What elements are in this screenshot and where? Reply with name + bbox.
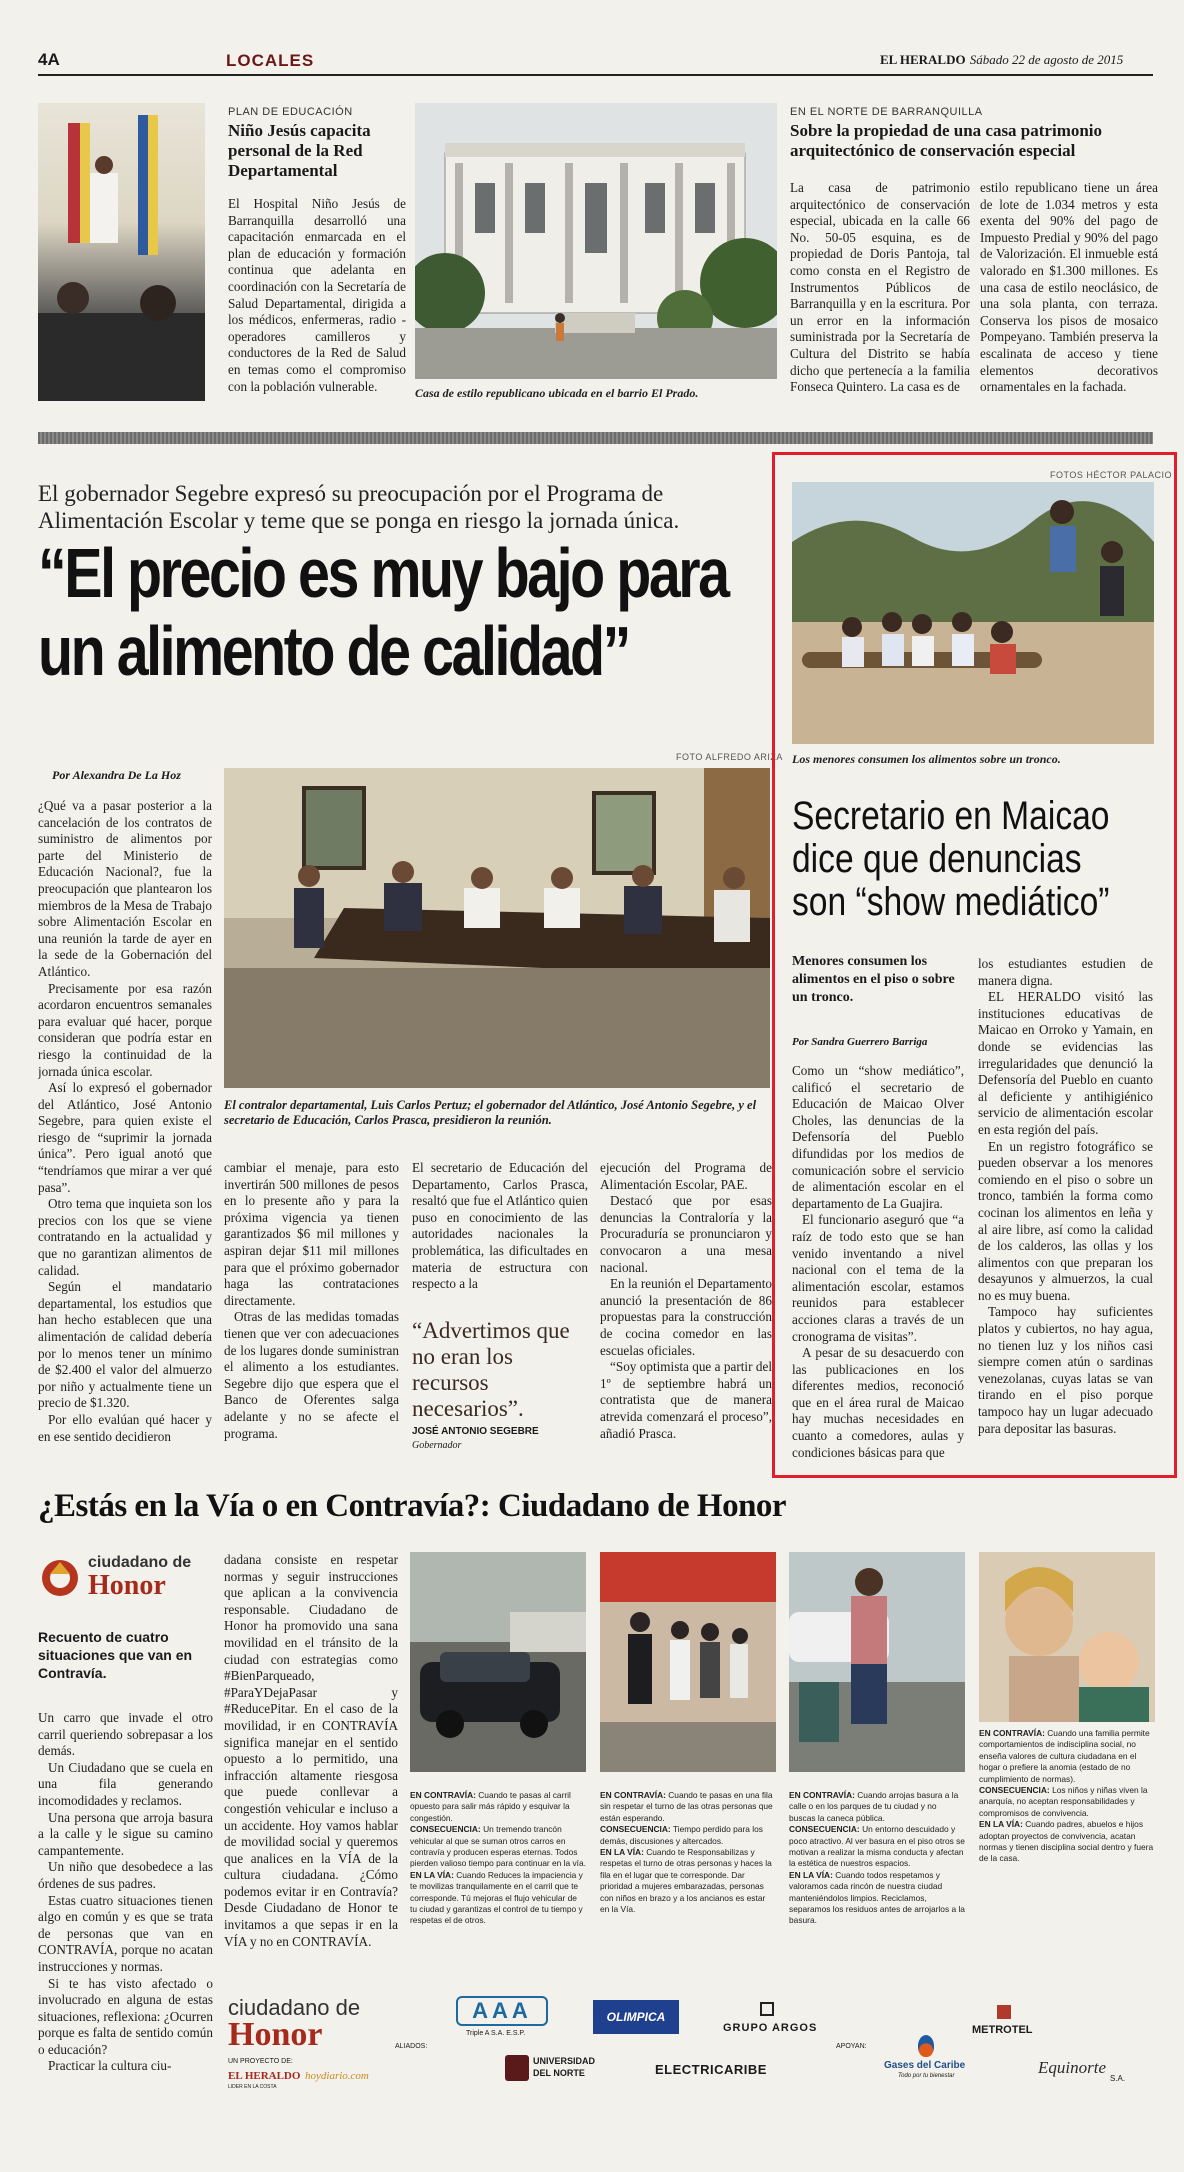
panel3-label-via: EN LA VÍA:: [789, 1869, 833, 1880]
paragraph: Estas cuatro situaciones tienen algo en común y es que se trata de personas que van en CONTRAVÍA, porque no acatan instrucciones y normas.: [38, 1892, 213, 1974]
footer-metrotel: METROTEL: [972, 2024, 1033, 2036]
uninorte-icon: [505, 2055, 529, 2081]
panel1-text-consecuencia: Un tremendo trancón vehicular al que se suman otros carros en contravía y producen esperas eternas. Todos pierden valioso tiempo para continuar en la vía.: [410, 1824, 586, 1869]
main-byline-prefix: Por: [52, 768, 70, 782]
paragraph: A pesar de su desacuerdo con las publicaciones en los diferentes medios, reconoció que en el área rural de Maicao hay muchas necesidades en cuanto a comedores, aulas y condiciones básicas para que: [792, 1345, 964, 1460]
footer-support-label: APOYAN:: [836, 2043, 867, 2050]
panel-text-1: [410, 1790, 586, 1970]
honor-logo-bottom: Honor: [88, 1570, 166, 1601]
right-body-col1: La casa de patrimonio arquitectónico de conservación especial, ubicada en la calle 66 No. 50-05 esquina, es de propiedad de Doris Pantoja, tal como consta en el Registro de Instrumentos Públicos de Barranquilla y en la escritura. Por un error en la información suministrada por la Secretaría de Cultura del Distrito se había dicho que pertenecía a la familia Fonseca Quintero. La casa es de: [790, 180, 970, 395]
pull-quote-role: Gobernador: [412, 1440, 462, 1451]
children-photo-caption: Los menores consumen los alimentos sobre un tronco.: [792, 752, 1061, 766]
training-photo: [38, 103, 205, 401]
bottom-headline: ¿Estás en la Vía o en Contravía?: Ciudadano de Honor: [38, 1488, 787, 1524]
panel-photo-queue: [600, 1552, 776, 1772]
bottom-subhead: Recuento de cuatro situaciones que van en Contravía.: [38, 1629, 193, 1681]
paragraph: Un carro que invade el otro carril queriendo sobrepasar a los demás.: [38, 1710, 213, 1759]
paragraph: Según el mandatario departamental, los estudios que han hecho establecen que una alimentación de calidad debería por lo menos tener un mínimo de $2.400 el valor del almuerzo por niño y actualmente tiene un precio de $1.320.: [38, 1279, 212, 1411]
children-photo: [792, 482, 1154, 744]
panel2-label-contravia: EN CONTRAVÍA:: [600, 1790, 666, 1800]
sidebar-headline: Secretario en Maicao dice que denuncias son “show mediático”: [792, 794, 1110, 924]
footer-heraldo: EL HERALDO: [228, 2070, 301, 2082]
panel1-label-consecuencia: CONSECUENCIA:: [410, 1824, 481, 1835]
paragraph: Un niño que desobedece a las órdenes de sus padres.: [38, 1859, 213, 1891]
issue-date: Sábado 22 de agosto de 2015: [969, 52, 1124, 67]
panel3-text-via: Cuando todos respetamos y valoramos cada rincón de nuestra ciudad manteniéndolos limpios. Reciclamos, separamos los residuos antes de arrojarlos a la basura.: [789, 1869, 965, 1926]
panel3-text-contravia: Cuando arrojas basura a la calle o en los parques de tu ciudad y no buscas la caneca pública.: [789, 1790, 959, 1823]
laurel-icon: [38, 1554, 82, 1602]
footer-gases: Gases del Caribe: [884, 2060, 966, 2071]
main-col4: [600, 1160, 772, 1450]
main-col1: [38, 798, 212, 1448]
right-body-col2: estilo republicano tiene un área de lote de 1.034 metros y esta exenta del 90% del pago de Impuesto Predial y 90% del pago de Valorización. El inmueble está valorado en $1.300 millones. Es una casa de estilo neoclásico, de una sola planta, con terraza. Conserva los pisos de mosaico Pompeyano. También preserva la escalinata de acceso y tiene elementos decorativos ornamentales en la fachada.: [980, 180, 1158, 395]
paragraph: Como un “show mediático”, calificó el secretario de Educación de Maicao Olver Choles, las denuncias de la Defensoría del Pueblo difundidas por los medios de comunicación sobre el servicio de alimentación escolar en el departamento de La Guajira.: [792, 1063, 964, 1211]
page-number: 4A: [38, 50, 60, 69]
footer-allies-label: ALIADOS:: [395, 2043, 428, 2050]
paragraph: los estudiantes estudien de manera digna.: [978, 956, 1153, 988]
sidebar-byline-prefix: Por: [792, 1036, 809, 1048]
bottom-col2: dadana consiste en respetar normas y seguir instrucciones que aplican a la convivencia responsable. Ciudadano de Honor ha promovido una sana movilidad en el tránsito de la ciudad con estrategias como #BienParqueado, #ParaYDejaPasar y #ReducePitar. En el caso de la movilidad, ir en CONTRAVÍA significa manejar en el sentido opuesto a lo permitido, una infracción altamente riesgosa que puede conllevar a congestión vehicular e incluso a un accidente. Hoy vamos hablar de movilidad social y queremos que analices en la VÍA de la cultura ciudadana. ¿Cómo podemos evitar ir en Contravía? Desde Ciudadano de Honor te invitamos a que sepas ir en la VÍA y no en CONTRAVÍA.: [224, 1552, 398, 1949]
sidebar-photo-credit: FOTOS HÉCTOR PALACIO: [1050, 470, 1173, 480]
house-photo-caption: Casa de estilo republicano ubicada en el barrio El Prado.: [415, 386, 699, 400]
panel-photo-queue-art: [600, 1552, 776, 1772]
paragraph: Destacó que por esas denuncias la Contraloría y la Procuraduría se pronunciaron y convocaron a una mesa nacional.: [600, 1193, 772, 1275]
paragraph: Practicar la cultura ciu-: [48, 2058, 172, 2074]
panel1-label-via: EN LA VÍA:: [410, 1869, 454, 1880]
panel-photo-trash: [789, 1552, 965, 1772]
main-headline: “El precio es muy bajo para un alimento de calidad”: [38, 534, 728, 690]
section-divider: [38, 432, 1153, 444]
paragraph: Por ello evalúan qué hacer y en ese sentido decidieron: [38, 1411, 212, 1444]
meeting-photo-art: [224, 768, 770, 1088]
footer-triple-a-sub: Triple A S.A. E.S.P.: [466, 2030, 526, 2037]
right-headline: Sobre la propiedad de una casa patrimonio arquitectónico de conservación especial: [790, 121, 1103, 160]
house-photo-art: [415, 103, 777, 379]
panel-text-4: [979, 1728, 1155, 1908]
main-deck: El gobernador Segebre expresó su preocupación por el Programa de Alimentación Escolar y teme que se ponga en riesgo la jornada única.: [38, 481, 680, 533]
paragraph: Precisamente por esa razón acordaron encuentros semanales para evaluar qué hacer, porque consideran que podría estar en riesgo la continuidad de la jornada única escolar.: [38, 980, 212, 1079]
paragraph: cambiar el menaje, para esto invertirán 500 millones de pesos en lo presente año y para la próxima vigencia ya tienen garantizados $6 mil millones y aspiran dejar $11 mil millones para que el próximo gobernador haga las contrataciones directamente.: [224, 1160, 399, 1308]
panel4-label-consecuencia: CONSECUENCIA:: [979, 1785, 1050, 1796]
panel3-label-contravia: EN CONTRAVÍA:: [789, 1790, 855, 1800]
sidebar-subhead: Menores consumen los alimentos en el piso o sobre un tronco.: [792, 954, 955, 1005]
panel2-text-via: Cuando te Responsabilizas y respetas el turno de otras personas y haces la fila en el lugar que te corresponde. Dar prioridad a mujeres embarazadas, personas con niños en brazo y a los ancianos es estar en la Vía.: [600, 1847, 772, 1915]
panel-photo-cars: [410, 1552, 586, 1772]
main-col2: [224, 1160, 399, 1450]
panel2-text-consecuencia: Tiempo perdido para los demás, discusiones y altercados.: [600, 1824, 763, 1846]
panel1-label-contravia: EN CONTRAVÍA:: [410, 1790, 476, 1800]
paragraph: Si te has visto afectado o involucrado en alguna de estas situaciones, reflexiona: ¿Ocurren porque es falta de sentido común o educación?: [38, 1975, 213, 2057]
panel-text-3: [789, 1790, 965, 1970]
panel-text-2: [600, 1790, 776, 1970]
paragraph: Otras de las medidas tomadas tienen que ver con adecuaciones de los lugares donde suministran el alimento a los estudiantes. Segebre dijo que espera que el Banco de Oferentes salga adelante y no se afecte el programa.: [224, 1309, 399, 1441]
footer-uninorte-1: UNIVERSIDAD: [533, 2056, 596, 2066]
paragraph: El funcionario aseguró que “a raíz de todo esto que se han venido inventando a nivel nacional con el tema de la alimentación escolar, estamos reunidos para establecer acciones claras a través de un cronograma de visitas”.: [792, 1212, 964, 1344]
sidebar-col2: [978, 956, 1153, 1468]
panel1-text-contravia: Cuando te pasas al carril opuesto para salir más rápido y esquivar la congestión.: [410, 1790, 571, 1823]
main-photo-credit: FOTO ALFREDO ARIZA: [676, 752, 783, 762]
paragraph: ejecución del Programa de Alimentación Escolar, PAE.: [600, 1160, 772, 1192]
footer-electricaribe: ELECTRICARIBE: [655, 2062, 767, 2077]
panel4-text-consecuencia: Los niños y niñas viven la anarquía, no aceptan responsabilidades y compromisos de convivencia.: [979, 1785, 1148, 1818]
meeting-photo-caption: El contralor departamental, Luis Carlos Pertuz; el gobernador del Atlántico, José Antonio Segebre, y el secretario de Educación, Carlos Prasca, presidieron la reunión.: [224, 1098, 757, 1127]
pull-quote: “Advertimos que no eran los recursos necesarios”.: [412, 1318, 570, 1421]
sidebar-byline-name: Sandra Guerrero Barriga: [811, 1036, 928, 1048]
footer-equinorte-sub: S.A.: [1110, 2074, 1126, 2083]
main-byline-name: Alexandra De La Hoz: [72, 768, 181, 782]
paragraph: En la reunión el Departamento anunció la presentación de 86 propuestas para la construcción de cocina comedor en las escuelas oficiales.: [600, 1276, 772, 1358]
argos-icon: [760, 2002, 774, 2016]
footer-logo-bottom: Honor: [228, 2016, 323, 2053]
panel-photo-family: [979, 1552, 1155, 1722]
paragraph: “Soy optimista que a partir del 1º de septiembre habrá un contratista que de manera atrevida comenzará el proceso”, añadió Prasca.: [600, 1359, 772, 1441]
panel4-label-contravia: EN CONTRAVÍA:: [979, 1728, 1045, 1738]
main-col3: El secretario de Educación del Departamento, Carlos Prasca, resaltó que fue el Atlántico quien puso en conocimiento de las autoridades nacionales la problemática, las dificultades en materia de estructura con respecto a la: [412, 1160, 588, 1292]
footer-gases-sub: Todo por tu bienestar: [898, 2073, 955, 2079]
meeting-photo: [224, 768, 770, 1088]
panel3-text-consecuencia: Un entorno descuidado y poco atractivo. Al ver basura en el piso otros se motivan a realizar la misma conducta y afectan la estética de nuestros espacios.: [789, 1824, 965, 1869]
paragraph: Un Ciudadano que se cuela en una fila generando incomodidades y reclamos.: [38, 1759, 213, 1808]
gas-flame-icon: [918, 2035, 934, 2057]
footer-heraldo-sub: LIDER EN LA COSTA: [228, 2084, 277, 2090]
footer-project-label: UN PROYECTO DE:: [228, 2058, 293, 2065]
metrotel-icon: [997, 2005, 1011, 2019]
left-headline: Niño Jesús capacita personal de la Red Departamental: [228, 121, 371, 180]
honor-logo-top: ciudadano de: [88, 1554, 192, 1571]
section-name: LOCALES: [226, 51, 315, 70]
training-photo-art: [38, 103, 205, 401]
paragraph: ¿Qué va a pasar posterior a la cancelación de los contratos de suministro de alimentos por parte del Ministerio de Educación Nacional?, fue la preocupación que plantearon los miembros de la Mesa de Trabajo sobre Alimentación Escolar en una reunión la tarde de ayer en la sede de la Gobernación del Atlántico.: [38, 798, 212, 979]
panel-photo-family-art: [979, 1552, 1155, 1722]
paragraph: Otro tema que inquieta son los precios con los que se viene contratando en la actualidad y que no garantizan alimentos de calidad.: [38, 1196, 212, 1278]
panel-photo-trash-art: [789, 1552, 965, 1772]
honor-logo: [38, 1550, 198, 1608]
panel2-label-via: EN LA VÍA:: [600, 1847, 644, 1858]
paragraph: Así lo expresó el gobernador del Atlántico, José Antonio Segebre, para quien existe el riesgo de “suprimir la jornada única”. Pero igual anotó que “tendríamos que mirar a ver qué pasa”.: [38, 1080, 212, 1195]
paragraph: En un registro fotográfico se pueden observar a los menores comiendo en el piso o sobre un tronco, también la forma como cocinan los alimentos en leña y al aire libre, así como la calidad de los calderos, las ollas y los alimentos con que preparan los desayunos y almuerzos, la cual no es muy buena.: [978, 1138, 1153, 1303]
footer-uninorte-2: DEL NORTE: [533, 2068, 585, 2078]
sidebar-col1: [792, 1063, 964, 1468]
footer-triple-a: AAA: [456, 1996, 548, 2026]
panel4-label-via: EN LA VÍA:: [979, 1819, 1023, 1830]
panel2-text-contravia: Cuando te pasas en una fila sin respetar el turno de las otras personas que están esperando.: [600, 1790, 773, 1823]
header-rule: [38, 74, 1153, 76]
footer-logo-top: ciudadano de: [228, 1995, 361, 2020]
paragraph: Una persona que arroja basura a la calle y le sigue su camino campantemente.: [38, 1809, 213, 1858]
children-photo-art: [792, 482, 1154, 744]
left-kicker: PLAN DE EDUCACIÓN: [228, 106, 353, 118]
panel-photo-cars-art: [410, 1552, 586, 1772]
left-body: El Hospital Niño Jesús de Barranquilla desarrolló una capacitación enmarcada en el plan de educación y formación continua que adelanta en coordinación con la Secretaría de Salud Departamental, dirigida a los médicos, enfermeras, radio - operadores camilleros y conductores de la Red de Salud en temas como el compromiso con la población vulnerable.: [228, 196, 406, 394]
panel4-text-via: Cuando padres, abuelos e hijos adoptan proyectos de convivencia, acatan normas y tienen disciplina social dentro y fuera de la casa.: [979, 1819, 1154, 1864]
footer-argos: GRUPO ARGOS: [723, 2022, 818, 2034]
sidebar-byline: [792, 1036, 927, 1048]
bottom-col1: [38, 1710, 213, 2090]
panel3-label-consecuencia: CONSECUENCIA:: [789, 1824, 860, 1835]
pull-quote-name: JOSÉ ANTONIO SEGEBRE: [412, 1426, 539, 1437]
panel2-label-consecuencia: CONSECUENCIA:: [600, 1824, 671, 1835]
panel1-text-via: Cuando Reduces la impaciencia y te movilizas tranquilamente en el carril que te corresponde. Tú mejoras el flujo vehicular de tu ciudad y garantizas el control de tu tiempo y respetas el de otros.: [410, 1869, 583, 1926]
footer-hoy: hoydiario.com: [305, 2070, 369, 2082]
paragraph: Tampoco hay suficientes platos y cubiertos, no hay agua, no tienen luz y los niños casi siempre comen atún o sardinas venezolanas, cuyas latas se van tirando en el piso porque tampoco hay un lugar adecuado para depositar las basuras.: [978, 1304, 1153, 1436]
footer-olimpica: OLIMPICA: [593, 2000, 679, 2034]
house-photo: [415, 103, 777, 379]
paper-name: EL HERALDO: [880, 52, 966, 67]
panel4-text-contravia: Cuando una familia permite comportamientos de indisciplina social, no enseña valores de cultura ciudadana en el hogar o prefiere la anomia (estado de no cumplimiento de normas).: [979, 1728, 1150, 1784]
footer-equinorte: Equinorte: [1038, 2058, 1106, 2077]
masthead-line: [880, 52, 1123, 68]
paragraph: EL HERALDO visitó las instituciones educativas de Maicao en Orroko y Yamain, en donde se evidencias las irregularidades que denunció la Defensoría del Pueblo en cuanto al deficiente y antihigiénico servicio de alimentación escolar en esta región del país.: [978, 989, 1153, 1137]
right-kicker: EN EL NORTE DE BARRANQUILLA: [790, 106, 983, 118]
main-byline: [52, 768, 181, 783]
